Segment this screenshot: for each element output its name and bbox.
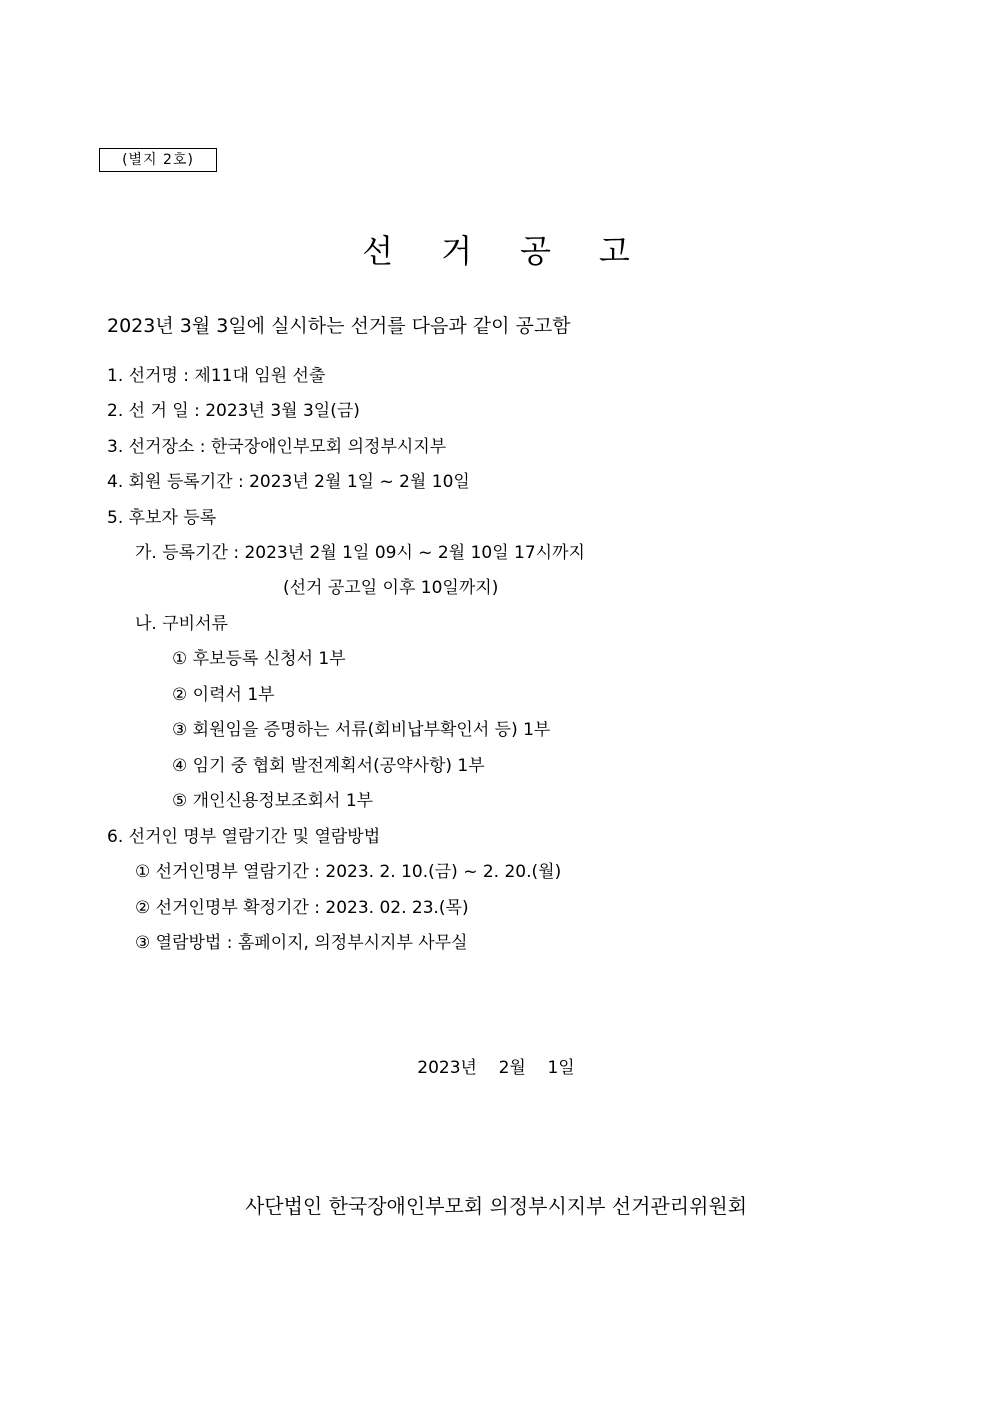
annex-label: (별지 2호) (99, 148, 217, 172)
document-item: ① 후보등록 신청서 1부 (172, 649, 346, 669)
item-member-registration-period: 4. 회원 등록기간 : 2023년 2월 1일 ~ 2월 10일 (107, 472, 470, 492)
page-title: 선거공고 (362, 232, 678, 270)
notice-date: 2023년 2월 1일 (417, 1058, 575, 1078)
document-item: ③ 회원임을 증명하는 서류(회비납부확인서 등) 1부 (172, 720, 551, 740)
item-voter-list: 6. 선거인 명부 열람기간 및 열람방법 (107, 827, 381, 847)
item-election-name: 1. 선거명 : 제11대 임원 선출 (107, 366, 326, 386)
item-candidate-registration: 5. 후보자 등록 (107, 508, 217, 528)
voter-list-sub-item: ② 선거인명부 확정기간 : 2023. 02. 23.(목) (135, 898, 469, 918)
document-item: ② 이력서 1부 (172, 685, 275, 705)
document-item: ⑤ 개인신용정보조회서 1부 (172, 791, 374, 811)
item-election-date: 2. 선 거 일 : 2023년 3월 3일(금) (107, 401, 360, 421)
item-election-place: 3. 선거장소 : 한국장애인부모회 의정부시지부 (107, 437, 447, 457)
registration-period-note: (선거 공고일 이후 10일까지) (283, 578, 499, 598)
sub-item-registration-period: 가. 등록기간 : 2023년 2월 1일 09시 ~ 2월 10일 17시까지 (135, 543, 585, 563)
intro-text: 2023년 3월 3일에 실시하는 선거를 다음과 같이 공고함 (107, 315, 571, 337)
voter-list-sub-item: ① 선거인명부 열람기간 : 2023. 2. 10.(금) ~ 2. 20.(월) (135, 862, 562, 882)
voter-list-sub-item: ③ 열람방법 : 홈페이지, 의정부시지부 사무실 (135, 933, 468, 953)
issuing-organization: 사단법인 한국장애인부모회 의정부시지부 선거관리위원회 (244, 1194, 748, 1218)
sub-item-required-documents: 나. 구비서류 (135, 614, 228, 634)
document-item: ④ 임기 중 협회 발전계획서(공약사항) 1부 (172, 756, 485, 776)
